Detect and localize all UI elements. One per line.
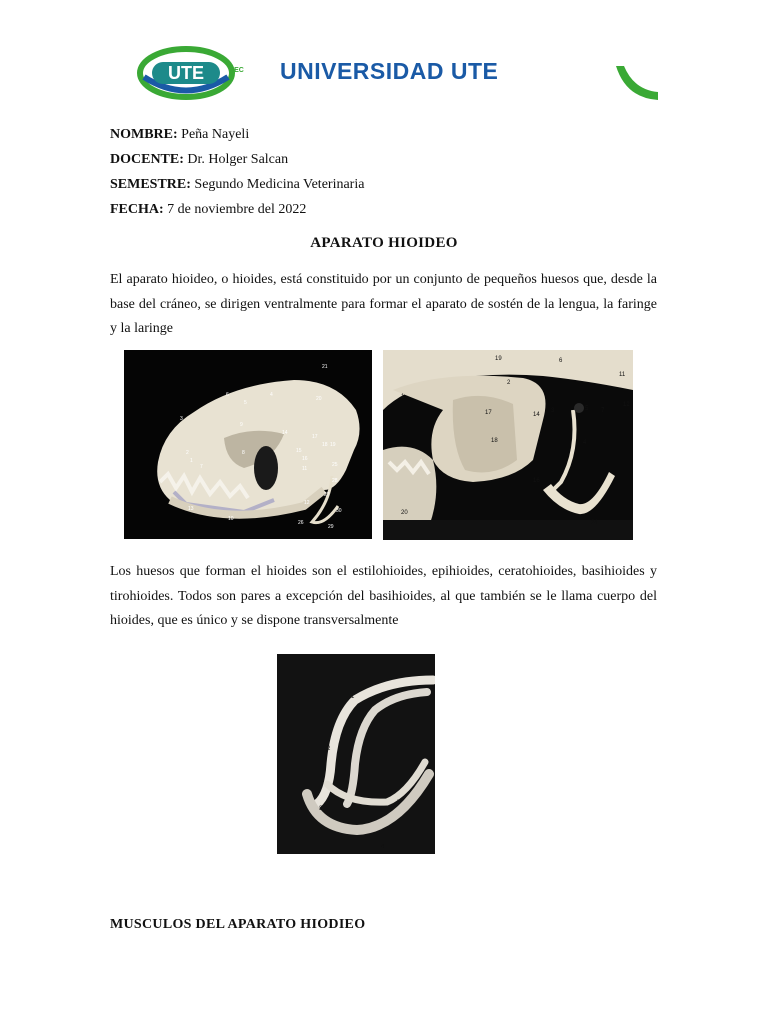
skull-label: 17 <box>312 434 318 440</box>
closeup-label: 3 <box>551 408 555 414</box>
closeup-label: 7 <box>601 408 605 414</box>
closeup-label: 24 <box>591 520 598 526</box>
skull-label: 15 <box>296 448 302 454</box>
ute-logo <box>136 44 258 102</box>
page-title: APARATO HIOIDEO <box>310 235 458 251</box>
skull-label: 8 <box>242 450 245 456</box>
info-label: FECHA: <box>110 202 164 217</box>
closeup-label: 14 <box>533 412 540 418</box>
info-label: NOMBRE: <box>110 127 178 142</box>
closeup-label: 2 <box>507 380 511 386</box>
info-docente <box>110 151 288 169</box>
hyoid-label: 3 <box>319 806 323 812</box>
logo-suffix: EC <box>234 67 244 74</box>
closeup-label: 4 <box>583 440 587 446</box>
skull-label: 25 <box>332 462 338 468</box>
skull-label: 18 <box>322 442 328 448</box>
skull-label: 10 <box>228 516 234 522</box>
paragraph-intro: El aparato hioideo, o hioides, está constituido por un conjunto de pequeños huesos que, desde la base del cráneo, se dirigen ventralmente para formar el aparato de sostén de la lengua, la faringe y la laringe <box>110 272 657 336</box>
info-value: Segundo Medicina Veterinaria <box>194 177 365 192</box>
skull-lateral-photo <box>124 350 372 539</box>
info-label: DOCENTE: <box>110 152 184 167</box>
info-label: SEMESTRE: <box>110 177 191 192</box>
closeup-label: 18 <box>491 438 498 444</box>
closeup-label: 20 <box>401 510 408 516</box>
skull-label: 19 <box>330 442 336 448</box>
closeup-label: 17 <box>485 410 492 416</box>
hyoid-label: 5 <box>397 800 401 806</box>
brand-name: UNIVERSIDAD UTE <box>280 58 499 84</box>
paragraph-bones: Los huesos que forman el hioides son el estilohioides, epihioides, ceratohioides, basihioides y tirohioides. Todos son pares a excepción del basihioides, al que también se le llama cuerpo del hioides, que es único y se dispone transversalmente <box>110 564 657 628</box>
hyoid-label: 1 <box>351 694 355 700</box>
hyoid-isolated-photo <box>277 654 435 854</box>
closeup-label: 11 <box>619 372 626 378</box>
skull-label: 6 <box>226 392 229 398</box>
skull-label: 20 <box>316 396 322 402</box>
section-heading: MUSCULOS DEL APARATO HIODIEO <box>110 917 366 932</box>
skull-label: 14 <box>282 430 288 436</box>
info-nombre <box>110 126 249 144</box>
brand-swoosh-icon <box>612 62 660 104</box>
hyoid-label: 2 <box>327 746 331 752</box>
info-value: Dr. Holger Salcan <box>187 152 289 167</box>
info-fecha <box>110 201 306 219</box>
skull-label: 12 <box>304 500 310 506</box>
closeup-label: 19 <box>495 356 502 362</box>
skull-label: 1 <box>190 458 193 464</box>
info-semestre <box>110 176 364 194</box>
closeup-label: 6 <box>559 358 563 364</box>
closeup-label: 16 <box>533 478 540 484</box>
hyoid-label: 4 <box>381 844 385 850</box>
skull-label: 28 <box>332 478 338 484</box>
skull-label: 9 <box>240 422 243 428</box>
skull-label: 5 <box>244 400 247 406</box>
skull-label: 27 <box>324 492 330 498</box>
skull-label: 29 <box>328 524 334 530</box>
closeup-label: 1 <box>401 394 405 400</box>
closeup-label: 12 <box>623 402 630 408</box>
skull-label: 7 <box>200 464 203 470</box>
closeup-label: 5 <box>585 406 589 412</box>
skull-label: 21 <box>322 364 328 370</box>
skull-label: 26 <box>298 520 304 526</box>
skull-label: 16 <box>302 456 308 462</box>
skull-label: 30 <box>336 508 342 514</box>
skull-label: 11 <box>302 466 308 472</box>
hyoid-closeup-photo <box>383 350 633 540</box>
skull-label: 2 <box>186 450 189 456</box>
skull-label: 3 <box>180 416 183 422</box>
skull-label: 13 <box>188 506 194 512</box>
info-value: Peña Nayeli <box>181 127 250 142</box>
skull-label: 4 <box>270 392 273 398</box>
info-value: 7 de noviembre del 2022 <box>167 202 307 217</box>
logo-text: UTE <box>168 63 204 83</box>
